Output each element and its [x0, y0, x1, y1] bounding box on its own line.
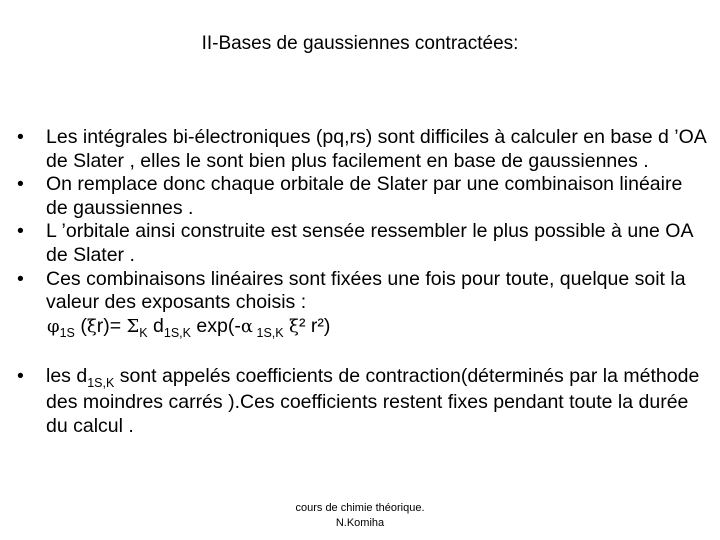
bullet-dot: • [17, 126, 24, 148]
bullet-item [0, 220, 720, 267]
bullet-item [0, 365, 720, 438]
xi-symbol: ξ [86, 315, 97, 337]
bullet-text: Les intégrales bi-électroniques (pq,rs) sont difficiles à calculer en base d ’OA de Slater , elles le sont bien plus facilement en base de gaussiennes . [46, 126, 706, 172]
formula-d: d [147, 314, 164, 337]
bullet-dot: • [17, 267, 24, 290]
bullet-dot: • [17, 220, 24, 243]
bullet-text: On remplace donc chaque orbitale de Slater par une combinaison linéaire de gaussiennes . [46, 173, 683, 219]
xi-squared-symbol: ξ [289, 315, 299, 337]
formula-tail: ² r²) [298, 314, 331, 337]
last-bullet-after: sont appelés coefficients de contraction(déterminés par la méthode des moindres carrés ).Ces coefficients restent fixes pendant toute la durée du calcul . [46, 365, 700, 437]
sigma-symbol: Σ [126, 315, 140, 337]
formula-exp: exp(- [191, 314, 241, 337]
bullet-item [0, 268, 720, 341]
bullet-text: L ’orbitale ainsi construite est sensée ressembler le plus possible à une OA de Slater . [46, 220, 693, 266]
alpha-subscript: 1S,K [253, 325, 284, 340]
bullet-text: Ces combinaisons linéaires sont fixées une fois pour toute, quelque soit la valeur des exposants choisis : [46, 267, 686, 314]
formula-r-equals: r)= [96, 314, 127, 337]
footer-course: cours de chimie théorique. [295, 502, 425, 514]
d-subscript: 1S,K [163, 325, 191, 340]
bullet-dot: • [17, 173, 24, 196]
bullet-item [0, 126, 720, 173]
bullet-item [0, 173, 720, 220]
alpha-symbol: α [240, 315, 254, 337]
bullet-dot: • [17, 365, 24, 388]
footer-author: N.Komiha [335, 517, 385, 529]
contraction-formula [46, 315, 706, 341]
formula-open: ( [74, 314, 87, 337]
slide-title: II-Bases de gaussiennes contractées: [201, 33, 519, 54]
last-bullet-subscript: 1S,K [87, 376, 115, 391]
bullet-list [0, 126, 720, 438]
sigma-subscript: K [139, 325, 148, 340]
phi-subscript: 1S [59, 325, 75, 340]
phi-symbol: φ [47, 315, 60, 337]
last-bullet-before: les d [46, 365, 88, 388]
